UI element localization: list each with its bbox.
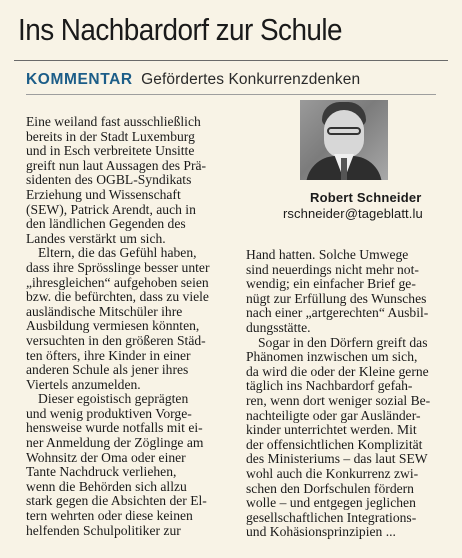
author-email: rschneider@tageblatt.lu — [283, 206, 423, 221]
text-line: sidenten des OGBL-Syndikats — [26, 172, 192, 188]
text-line: helfenden Schulpolitiker zur — [26, 522, 181, 538]
text-line: bereits in der Stadt Luxemburg — [26, 128, 195, 144]
text-line: dass ihre Sprösslinge besser unter — [26, 259, 210, 275]
text-line: nügt zur Erfüllung des Wunsches — [246, 290, 427, 306]
text-line: (SEW), Patrick Arendt, auch in — [26, 201, 196, 217]
text-line: wohl auch die Konkurrenz zwi- — [246, 465, 419, 481]
article-column-left — [26, 115, 240, 538]
text-line: Dieser egoistisch geprägten — [38, 391, 189, 407]
text-line: wendig; ein einfacher Brief ge- — [246, 276, 416, 292]
kicker — [26, 70, 360, 90]
text-line: Landes verstärkt um sich. — [26, 230, 166, 246]
headline-rule — [14, 60, 448, 61]
text-line: greift nun laut Aussagen des Prä- — [26, 157, 207, 173]
text-line: versuchten in den größeren Städ- — [26, 332, 206, 348]
text-line: Phänomen inzwischen um sich, — [246, 349, 418, 365]
text-line: des Ministeriums – das laut SEW — [246, 451, 428, 467]
text-line: täglich ins Nachbardorf gefah- — [246, 378, 413, 394]
text-line: Erziehung und Wissenschaft — [26, 186, 181, 202]
text-line: ren, wenn dort weniger sozial Be- — [246, 392, 431, 408]
text-line: wolle – und entgegen jeglichen — [246, 495, 416, 511]
text-line: schen den Dorfschulen fördern — [246, 480, 414, 496]
text-line: kinder unterrichtet werden. Mit — [246, 422, 417, 438]
text-line: ausländische Mitschüler ihre — [26, 303, 183, 319]
article-paragraph — [26, 115, 240, 246]
text-line: „ihresgleichen“ aufgehoben seien — [26, 274, 209, 290]
kicker-subtitle: Gefördertes Konkurrenzdenken — [141, 71, 361, 88]
text-line: und in Esch verbreitete Unsitte — [26, 143, 195, 159]
text-line: sind neuerdings nicht mehr not- — [246, 261, 419, 277]
text-line: den ländlichen Gegenden des — [26, 216, 186, 232]
text-line: da wird die oder der Kleine gerne — [246, 363, 429, 379]
text-line: hensweise wurde notfalls mit ei- — [26, 420, 203, 436]
text-line: wenn die Behörden sich allzu — [26, 478, 187, 494]
text-line: und wenig produktiven Vorge- — [26, 405, 192, 421]
text-line: dungsstätte. — [246, 319, 311, 335]
article-paragraph — [246, 248, 452, 336]
text-line: Hand hatten. Solche Umwege — [246, 247, 409, 262]
kicker-rule — [26, 94, 436, 95]
author-photo — [300, 100, 388, 180]
text-line: anderen Schule als jener ihres — [26, 362, 189, 378]
text-line: Eine weiland fast ausschließlich — [26, 114, 201, 129]
article-paragraph — [26, 392, 240, 538]
text-line: Viertels anzumelden. — [26, 376, 141, 392]
article-paragraph — [26, 246, 240, 392]
text-line: Sogar in den Dörfern greift das — [258, 334, 428, 350]
article-paragraph — [246, 336, 452, 540]
article-column-right — [246, 248, 452, 540]
text-line: Tante Nachdruck verliehen, — [26, 464, 177, 480]
kicker-label: KOMMENTAR — [26, 71, 133, 88]
text-line: nach einer „artgerechten“ Ausbil- — [246, 305, 429, 321]
text-line: ten öfters, ihre Kinder in einer — [26, 347, 191, 363]
text-line: Eltern, die das Gefühl haben, — [38, 245, 197, 261]
text-line: der offensichtlichen Komplizität — [246, 436, 423, 452]
author-name: Robert Schneider — [310, 190, 422, 205]
text-line: ner Anmeldung der Zöglinge am — [26, 435, 204, 451]
headline: Ins Nachbardorf zur Schule — [18, 12, 343, 47]
text-line: Wohnsitz der Oma oder einer — [26, 449, 186, 465]
text-line: stark gegen die Absichten der El- — [26, 493, 207, 509]
text-line: nachteiligte oder gar Ausländer- — [246, 407, 421, 423]
text-line: und Kohäsionsprinzipien ... — [246, 524, 396, 540]
text-line: tern wehrten oder diese keinen — [26, 508, 193, 524]
text-line: Ausbildung vermiesen könnten, — [26, 318, 200, 334]
text-line: gesellschaftlichen Integrations- — [246, 509, 417, 525]
text-line: bzw. die befürchten, dass zu viele — [26, 289, 209, 305]
